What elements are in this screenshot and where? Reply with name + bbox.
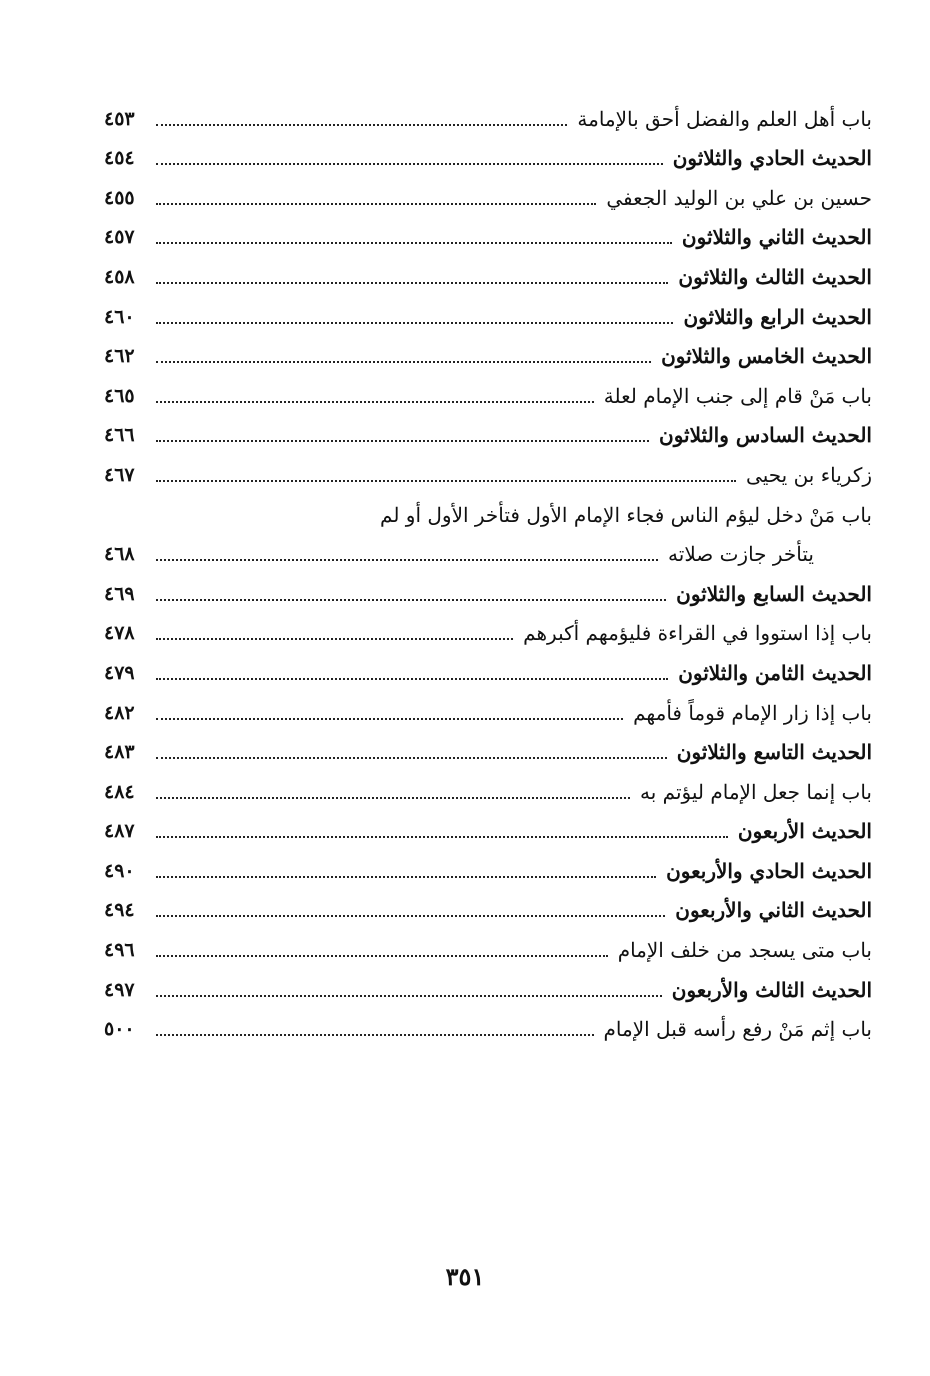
- dot-leader: [156, 954, 608, 957]
- toc-entry-title: الحديث الحادي والثلاثون: [672, 146, 872, 171]
- dot-leader: [156, 637, 513, 640]
- dot-leader: [156, 321, 673, 324]
- toc-entry-title: الحديث الثاني والأربعون: [675, 898, 872, 923]
- toc-entry-page: ٥٠٠: [104, 1018, 135, 1041]
- toc-entry: [104, 929, 872, 969]
- toc-entry-title: باب مَنْ قام إلى جنب الإمام لعلة: [603, 383, 872, 408]
- toc-entry-title: حسين بن علي بن الوليد الجعفي: [606, 185, 872, 210]
- dot-leader: [156, 875, 656, 878]
- toc-entry-page: ٤٩٤: [104, 899, 135, 922]
- dot-leader: [156, 558, 658, 561]
- toc-entry-title: باب متى يسجد من خلف الإمام: [617, 938, 872, 963]
- dot-leader: [156, 1033, 594, 1036]
- page-number: ٣٥١: [445, 1262, 485, 1291]
- dot-leader: [156, 123, 567, 126]
- toc-entry-title: يتأخر جازت صلاته: [668, 542, 814, 567]
- toc-entry-page: ٤٦٢: [104, 345, 135, 368]
- dot-leader: [156, 360, 651, 363]
- toc-entry: [104, 336, 872, 376]
- table-of-contents: [104, 98, 872, 1048]
- toc-entry-page: ٤٨٤: [104, 780, 135, 803]
- toc-entry-page: ٤٩٧: [104, 978, 135, 1001]
- toc-entry: [104, 98, 872, 138]
- toc-entry-title: الحديث التاسع والثلاثون: [676, 740, 872, 765]
- toc-entry-page: ٤٩٦: [104, 939, 135, 962]
- toc-entry: [104, 296, 872, 336]
- toc-entry: [104, 534, 872, 574]
- toc-entry-page: ٤٥٧: [104, 226, 135, 249]
- dot-leader: [156, 202, 596, 205]
- toc-entry: [104, 692, 872, 732]
- toc-entry-page: ٤٩٠: [104, 859, 135, 882]
- toc-entry-page: ٤٥٥: [104, 186, 135, 209]
- dot-leader: [156, 677, 668, 680]
- toc-entry: [104, 890, 872, 930]
- toc-entry-title: الحديث الثامن والثلاثون: [678, 660, 872, 685]
- toc-entry-title: باب إثم مَنْ رفع رأسه قبل الإمام: [603, 1017, 872, 1042]
- toc-entry: [104, 454, 872, 494]
- toc-entry-page: ٤٦٧: [104, 463, 135, 486]
- toc-entry: [104, 850, 872, 890]
- dot-leader: [156, 914, 665, 917]
- toc-entry: [104, 494, 872, 534]
- toc-entry-title: الحديث السابع والثلاثون: [676, 581, 872, 606]
- toc-entry-title: باب إنما جعل الإمام ليؤتم به: [640, 779, 872, 804]
- toc-entry-page: ٤٥٤: [104, 147, 135, 170]
- toc-entry: [104, 811, 872, 851]
- toc-entry-page: ٤٥٨: [104, 265, 135, 288]
- dot-leader: [156, 162, 663, 165]
- dot-leader: [156, 281, 668, 284]
- toc-entry: [104, 613, 872, 653]
- dot-leader: [156, 756, 667, 759]
- dot-leader: [156, 241, 672, 244]
- toc-entry-page: ٤٧٨: [104, 622, 135, 645]
- toc-entry-page: ٤٥٣: [104, 107, 135, 130]
- dot-leader: [156, 598, 666, 601]
- toc-entry: [104, 969, 872, 1009]
- toc-entry: [104, 256, 872, 296]
- toc-entry-title: الحديث الأربعون: [737, 819, 872, 844]
- dot-leader: [156, 439, 649, 442]
- toc-entry-title: الحديث الثالث والثلاثون: [678, 264, 872, 289]
- toc-entry-title: الحديث السادس والثلاثون: [659, 423, 872, 448]
- dot-leader: [156, 400, 594, 403]
- dot-leader: [156, 479, 736, 482]
- toc-entry-page: ٤٦٦: [104, 424, 135, 447]
- toc-entry-page: ٤٨٣: [104, 741, 135, 764]
- toc-entry: [104, 217, 872, 257]
- toc-entry-title: الحديث الخامس والثلاثون: [661, 344, 872, 369]
- toc-entry-page: ٤٨٢: [104, 701, 135, 724]
- toc-entry-page: ٤٦٩: [104, 582, 135, 605]
- toc-entry: [104, 573, 872, 613]
- toc-entry-page: ٤٦٨: [104, 543, 135, 566]
- toc-entry-page: ٤٦٠: [104, 305, 135, 328]
- toc-entry-title: الحديث الثالث والأربعون: [671, 977, 872, 1002]
- dot-leader: [156, 717, 623, 720]
- toc-entry: [104, 771, 872, 811]
- toc-entry: [104, 177, 872, 217]
- toc-entry: [104, 415, 872, 455]
- toc-entry-title: الحديث الحادي والأربعون: [666, 858, 872, 883]
- toc-entry: [104, 375, 872, 415]
- toc-entry-title: باب إذا زار الإمام قوماً فأمهم: [633, 700, 872, 725]
- dot-leader: [156, 835, 728, 838]
- dot-leader: [156, 994, 662, 997]
- toc-entry-title: باب أهل العلم والفضل أحق بالإمامة: [577, 106, 872, 131]
- toc-entry: [104, 138, 872, 178]
- toc-entry: [104, 732, 872, 772]
- toc-entry-page: ٤٦٥: [104, 384, 135, 407]
- dot-leader: [156, 796, 630, 799]
- toc-entry-title: الحديث الرابع والثلاثون: [683, 304, 872, 329]
- toc-entry: [104, 1009, 872, 1049]
- toc-entry-page: ٤٧٩: [104, 661, 135, 684]
- toc-entry-title: باب مَنْ دخل ليؤم الناس فجاء الإمام الأول فتأخر الأول أو لم: [380, 502, 872, 527]
- toc-entry-title: باب إذا استووا في القراءة فليؤمهم أكبرهم: [523, 621, 872, 646]
- toc-entry-title: الحديث الثاني والثلاثون: [681, 225, 872, 250]
- toc-entry: [104, 652, 872, 692]
- toc-entry-title: زكرياء بن يحيى: [746, 462, 872, 487]
- toc-entry-page: ٤٨٧: [104, 820, 135, 843]
